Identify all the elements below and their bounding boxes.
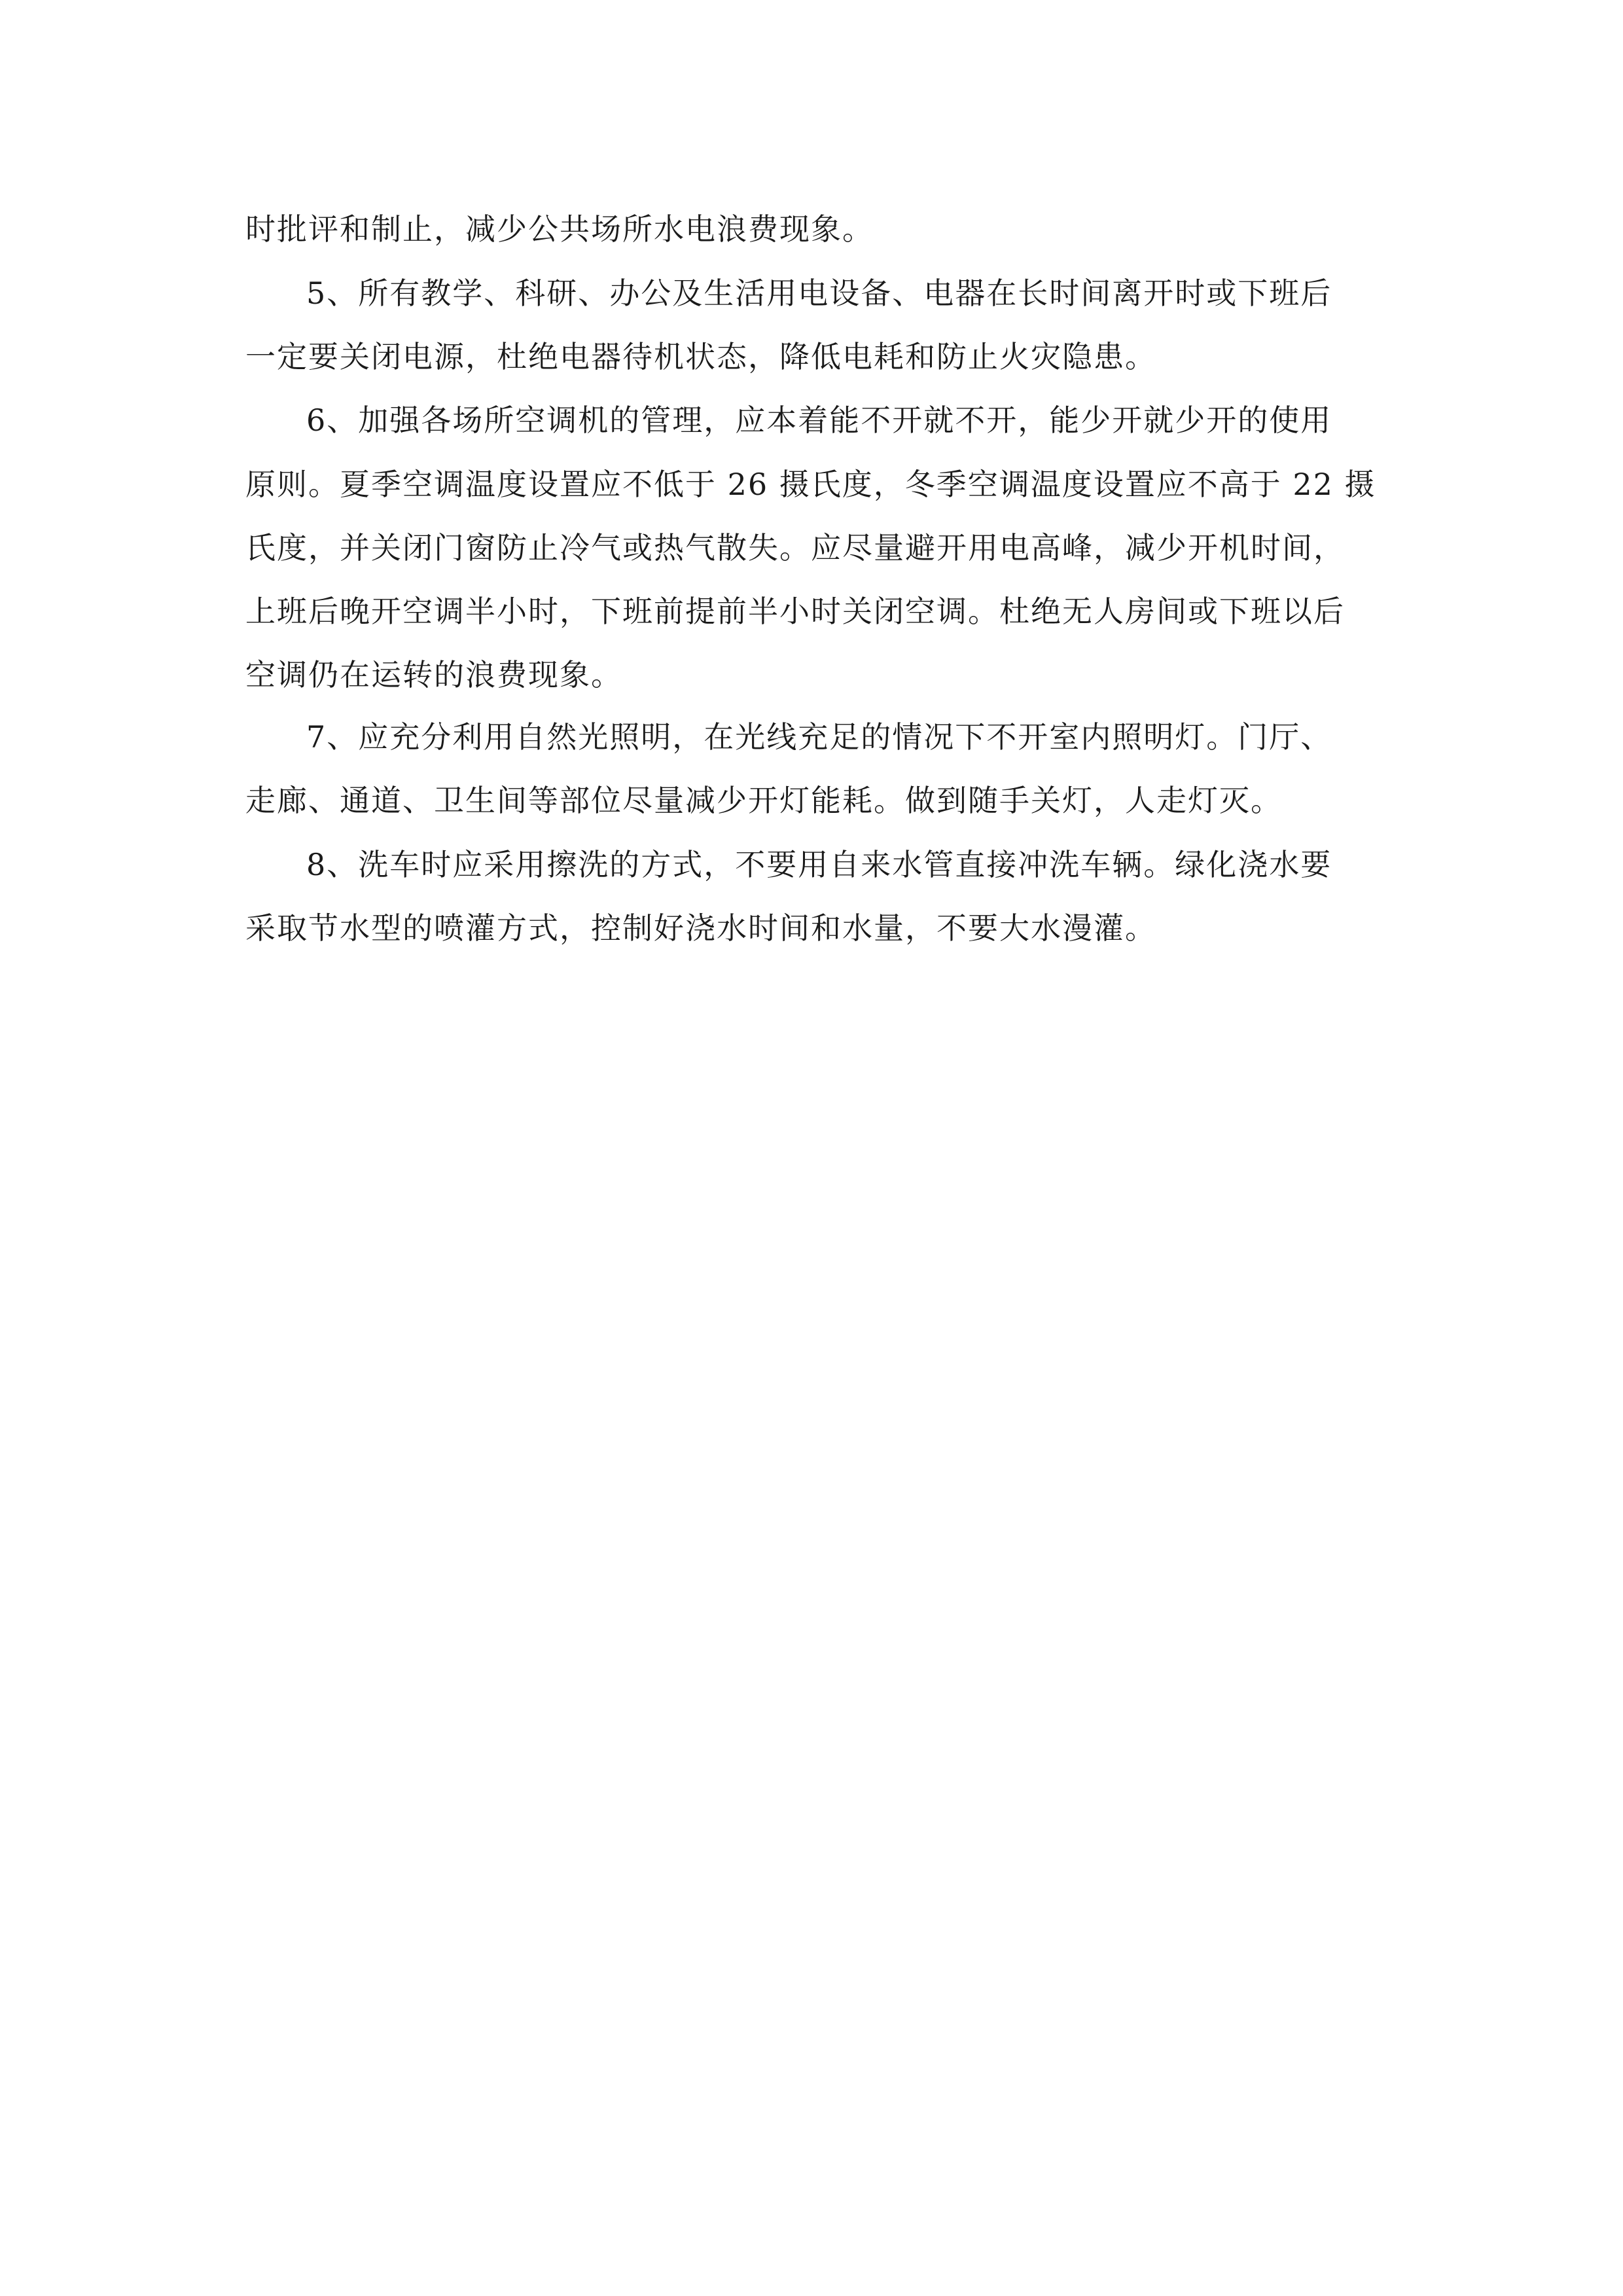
body-line: 8、洗车时应采用擦洗的方式，不要用自来水管直接冲洗车辆。绿化浇水要 bbox=[306, 847, 1332, 882]
body-line: 上班后晚开空调半小时，下班前提前半小时关闭空调。杜绝无人房间或下班以后 bbox=[245, 594, 1345, 629]
body-line: 原则。夏季空调温度设置应不低于 26 摄氏度，冬季空调温度设置应不高于 22 摄 bbox=[245, 467, 1376, 502]
body-line: 7、应充分利用自然光照明，在光线充足的情况下不开室内照明灯。门厅、 bbox=[306, 719, 1332, 755]
body-line: 6、加强各场所空调机的管理，应本着能不开就不开，能少开就少开的使用 bbox=[306, 403, 1332, 438]
body-line: 5、所有教学、科研、办公及生活用电设备、电器在长时间离开时或下班后 bbox=[306, 276, 1332, 311]
body-line: 走廊、通道、卫生间等部位尽量减少开灯能耗。做到随手关灯，人走灯灭。 bbox=[245, 783, 1282, 818]
body-line: 时批评和制止，减少公共场所水电浪费现象。 bbox=[245, 211, 874, 247]
body-line: 一定要关闭电源，杜绝电器待机状态，降低电耗和防止火灾隐患。 bbox=[245, 339, 1156, 374]
body-line: 氏度，并关闭门窗防止冷气或热气散失。应尽量避开用电高峰，减少开机时间， bbox=[245, 530, 1345, 565]
body-line: 空调仍在运转的浪费现象。 bbox=[245, 657, 622, 692]
body-line: 采取节水型的喷灌方式，控制好浇水时间和水量，不要大水漫灌。 bbox=[245, 910, 1156, 946]
